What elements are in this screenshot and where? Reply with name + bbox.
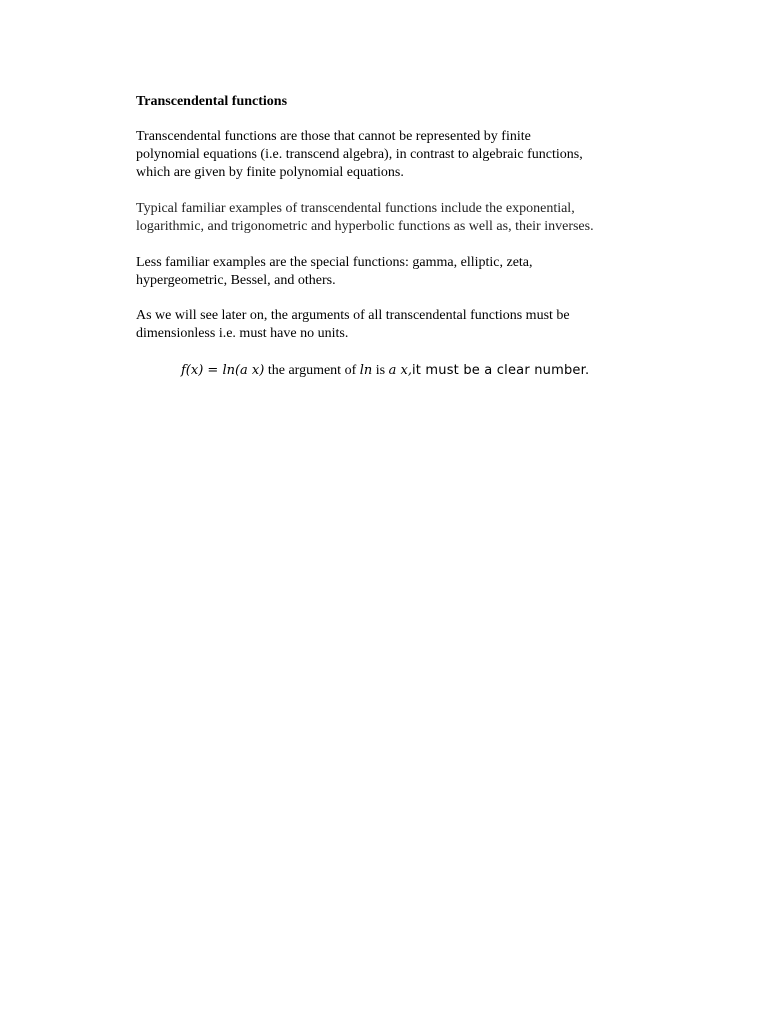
text-line: which are given by finite polynomial equations. xyxy=(136,165,404,180)
formula-ln: ln xyxy=(359,363,373,378)
formula-conclusion: it must be a clear number. xyxy=(411,363,590,378)
formula-text: is xyxy=(372,363,389,378)
paragraph-definition xyxy=(136,128,636,182)
formula-text: the argument of xyxy=(264,363,360,378)
text-line: Less familiar examples are the special functions: gamma, elliptic, zeta, xyxy=(136,255,533,270)
paragraph-special-functions xyxy=(136,254,636,290)
text-line: logarithmic, and trigonometric and hyperbolic functions as well as, their inverses. xyxy=(136,219,594,234)
formula-expression: f(x) = ln(a x) xyxy=(181,363,265,378)
text-line: hypergeometric, Bessel, and others. xyxy=(136,273,336,288)
section-heading: Transcendental functions xyxy=(136,94,288,109)
text-line: Typical familiar examples of transcendental functions include the exponential, xyxy=(136,201,575,216)
paragraph-dimensionless-arguments xyxy=(136,307,636,343)
paragraph-typical-examples xyxy=(136,200,636,236)
text-line: dimensionless i.e. must have no units. xyxy=(136,326,349,341)
formula-argument: a x, xyxy=(388,363,412,378)
text-line: polynomial equations (i.e. transcend algebra), in contrast to algebraic functions, xyxy=(136,147,583,162)
text-line: As we will see later on, the arguments of all transcendental functions must be xyxy=(136,308,570,323)
text-line: Transcendental functions are those that cannot be represented by finite xyxy=(136,129,531,144)
formula-line xyxy=(181,362,589,380)
